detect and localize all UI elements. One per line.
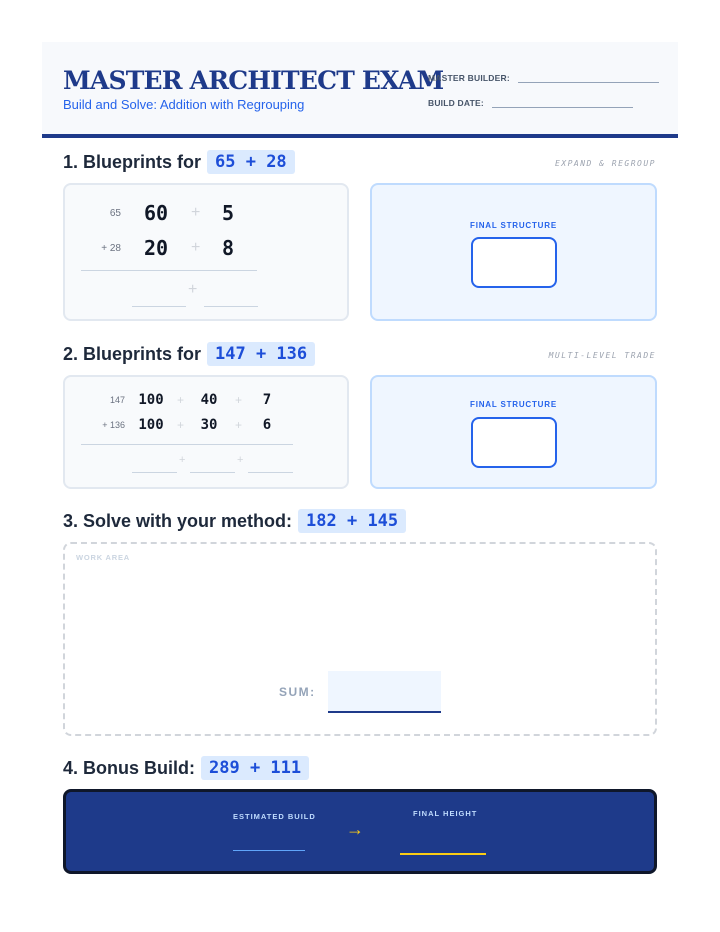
build-date-row	[428, 96, 633, 108]
row1-label: 147	[109, 395, 125, 405]
section2-ones-blank[interactable]	[248, 472, 293, 473]
build-date-label: BUILD DATE:	[428, 98, 484, 108]
section2-hundreds-blank[interactable]	[132, 472, 177, 473]
section1-row2	[83, 236, 263, 260]
exam-title: MASTER ARCHITECT EXAM	[63, 66, 444, 95]
build-date-field[interactable]	[492, 96, 633, 108]
master-builder-label: MASTER BUILDER:	[428, 73, 510, 83]
section3-title: 3. Solve with your method:	[63, 510, 293, 531]
section1-tag: EXPAND & REGROUP	[554, 159, 656, 168]
section1-final-box[interactable]	[471, 237, 557, 288]
section2-problem: 147 + 136	[207, 342, 315, 366]
sum-label: SUM:	[279, 685, 316, 699]
section1-row1	[83, 201, 263, 225]
row1-tens: 60	[143, 201, 169, 225]
section1-tens-blank[interactable]	[132, 306, 186, 307]
row1-plus1: +	[177, 393, 185, 407]
row1-tens: 40	[200, 392, 218, 408]
final-height-field[interactable]	[400, 853, 486, 855]
section3-heading	[63, 509, 406, 533]
arrow-right-icon: →	[346, 819, 364, 839]
exam-header	[42, 42, 678, 138]
worksheet-page	[42, 42, 678, 839]
estimated-build-field[interactable]	[233, 850, 305, 851]
section2-tens-blank[interactable]	[190, 472, 235, 473]
section2-row1	[83, 392, 293, 408]
bonus-panel	[63, 789, 657, 874]
row2-plus1: +	[177, 418, 185, 432]
section2-tag: MULTI-LEVEL TRADE	[548, 351, 656, 360]
work-area[interactable]	[63, 542, 657, 736]
section1-final-card	[370, 183, 657, 321]
row1-ones: 7	[262, 392, 272, 408]
work-area-label: WORK AREA	[76, 553, 131, 562]
section2-title: 2. Blueprints for	[63, 343, 202, 364]
row2-plus2: +	[235, 418, 243, 432]
row2-tens: 20	[143, 236, 169, 260]
section1-title: 1. Blueprints for	[63, 151, 202, 172]
master-builder-row	[428, 71, 659, 83]
section2-final-label: FINAL STRUCTURE	[470, 400, 557, 409]
exam-subtitle: Build and Solve: Addition with Regrouping	[63, 97, 305, 112]
section4-problem: 289 + 111	[201, 756, 309, 780]
section1-final-label: FINAL STRUCTURE	[470, 221, 557, 230]
final-height-label: FINAL HEIGHT	[413, 809, 478, 818]
section2-final-card	[370, 375, 657, 489]
section4-title: 4. Bonus Build:	[63, 757, 195, 778]
section1-blank-plus: +	[188, 281, 198, 298]
section1-ones-blank[interactable]	[204, 306, 258, 307]
row1-ones: 5	[221, 201, 235, 225]
row2-tens: 30	[200, 417, 218, 433]
section2-heading	[63, 342, 315, 366]
row1-hundreds: 100	[138, 392, 164, 408]
section1-problem: 65 + 28	[207, 150, 295, 174]
estimated-build-label: ESTIMATED BUILD	[233, 812, 316, 821]
row2-hundreds: 100	[138, 417, 164, 433]
section2-row2	[83, 417, 293, 433]
section4-heading	[63, 756, 309, 780]
row1-plus2: +	[235, 393, 243, 407]
section2-blank-plus1: +	[179, 454, 186, 466]
row1-plus: +	[191, 204, 201, 221]
row2-label: + 28	[101, 242, 121, 254]
section3-problem: 182 + 145	[298, 509, 406, 533]
section2-final-box[interactable]	[471, 417, 557, 468]
section2-blueprint-card	[63, 375, 349, 489]
row2-ones: 8	[221, 236, 235, 260]
row2-plus: +	[191, 239, 201, 256]
section1-blueprint-card	[63, 183, 349, 321]
row2-label: + 136	[102, 420, 125, 430]
row2-ones: 6	[262, 417, 272, 433]
section1-heading	[63, 150, 295, 174]
section2-blank-plus2: +	[237, 454, 244, 466]
sum-answer-box[interactable]	[328, 671, 441, 713]
section2-sum-rule	[81, 444, 293, 445]
master-builder-field[interactable]	[518, 71, 659, 83]
row1-label: 65	[109, 207, 121, 219]
section1-sum-rule	[81, 270, 257, 271]
